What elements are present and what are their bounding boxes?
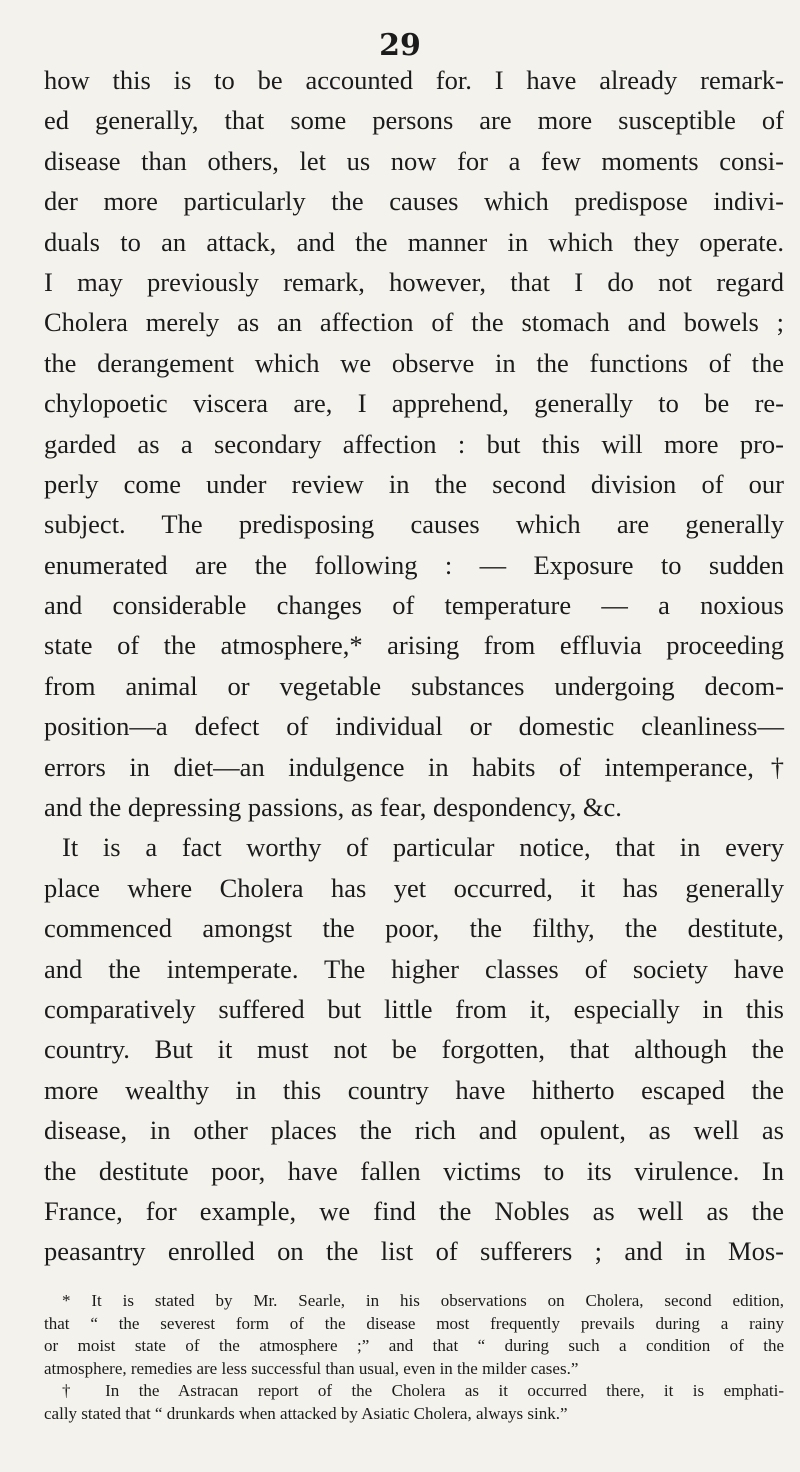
footnotes xyxy=(44,1290,784,1425)
text-line: how this is to be accounted for. I have already remark- xyxy=(44,65,784,95)
text-line: duals to an attack, and the manner in which they operate. xyxy=(44,226,784,257)
footnote-line: * It is stated by Mr. Searle, in his observations on Cholera, second edition, xyxy=(62,1291,784,1310)
text-line: ed generally, that some persons are more susceptible of xyxy=(44,105,784,136)
text-line: disease, in other places the rich and opulent, as well as xyxy=(44,1115,784,1146)
text-line: place where Cholera has yet occurred, it has generally xyxy=(44,872,784,903)
text-line: from animal or vegetable substances undergoing decom- xyxy=(44,670,784,701)
body-text xyxy=(44,60,784,1272)
text-line: and the depressing passions, as fear, despondency, &c. xyxy=(44,792,622,823)
text-line: enumerated are the following : — Exposure to sudden xyxy=(44,549,784,580)
text-line: It is a fact worthy of particular notice, that in every xyxy=(62,832,784,863)
page-number: 29 xyxy=(379,28,421,63)
text-line: the derangement which we observe in the functions of the xyxy=(44,347,784,378)
text-line: perly come under review in the second division of our xyxy=(44,468,784,499)
footnote-line: or moist state of the atmosphere ;” and that “ during such a condition of the xyxy=(44,1336,784,1355)
text-line: the destitute poor, have fallen victims to its virulence. In xyxy=(44,1155,784,1186)
text-line: country. But it must not be forgotten, that although the xyxy=(44,1034,784,1065)
text-line: France, for example, we find the Nobles as well as the xyxy=(44,1195,784,1226)
text-line: position—a defect of individual or domestic cleanliness— xyxy=(44,711,784,742)
footnote-line: cally stated that “ drunkards when attacked by Asiatic Cholera, always sink.” xyxy=(44,1403,568,1423)
text-line: peasantry enrolled on the list of sufferers ; and in Mos- xyxy=(44,1236,784,1267)
text-line: commenced amongst the poor, the filthy, the destitute, xyxy=(44,913,784,944)
text-line: more wealthy in this country have hitherto escaped the xyxy=(44,1074,784,1105)
footnote-line: that “ the severest form of the disease most frequently prevails during a rainy xyxy=(44,1313,784,1333)
footnote-line: atmosphere, remedies are less successful than usual, even in the milder cases.” xyxy=(44,1358,579,1378)
footnote-line: † In the Astracan report of the Cholera as it occurred there, it is emphati- xyxy=(62,1381,784,1400)
text-line: state of the atmosphere,* arising from effluvia proceeding xyxy=(44,630,784,661)
text-line: garded as a secondary affection : but this will more pro- xyxy=(44,428,784,459)
text-line: Cholera merely as an affection of the stomach and bowels ; xyxy=(44,307,784,338)
text-line: disease than others, let us now for a few moments consi- xyxy=(44,145,784,176)
text-line: and the intemperate. The higher classes of society have xyxy=(44,953,784,984)
text-line: comparatively suffered but little from it, especially in this xyxy=(44,993,784,1024)
text-line: and considerable changes of temperature — a noxious xyxy=(44,590,784,621)
text-line: I may previously remark, however, that I do not regard xyxy=(44,266,784,297)
text-line: chylopoetic viscera are, I apprehend, generally to be re- xyxy=(44,388,784,419)
text-line: errors in diet—an indulgence in habits of intemperance,† xyxy=(44,751,784,782)
text-line: der more particularly the causes which predispose indivi- xyxy=(44,186,784,217)
text-line: subject. The predisposing causes which are generally xyxy=(44,509,784,540)
